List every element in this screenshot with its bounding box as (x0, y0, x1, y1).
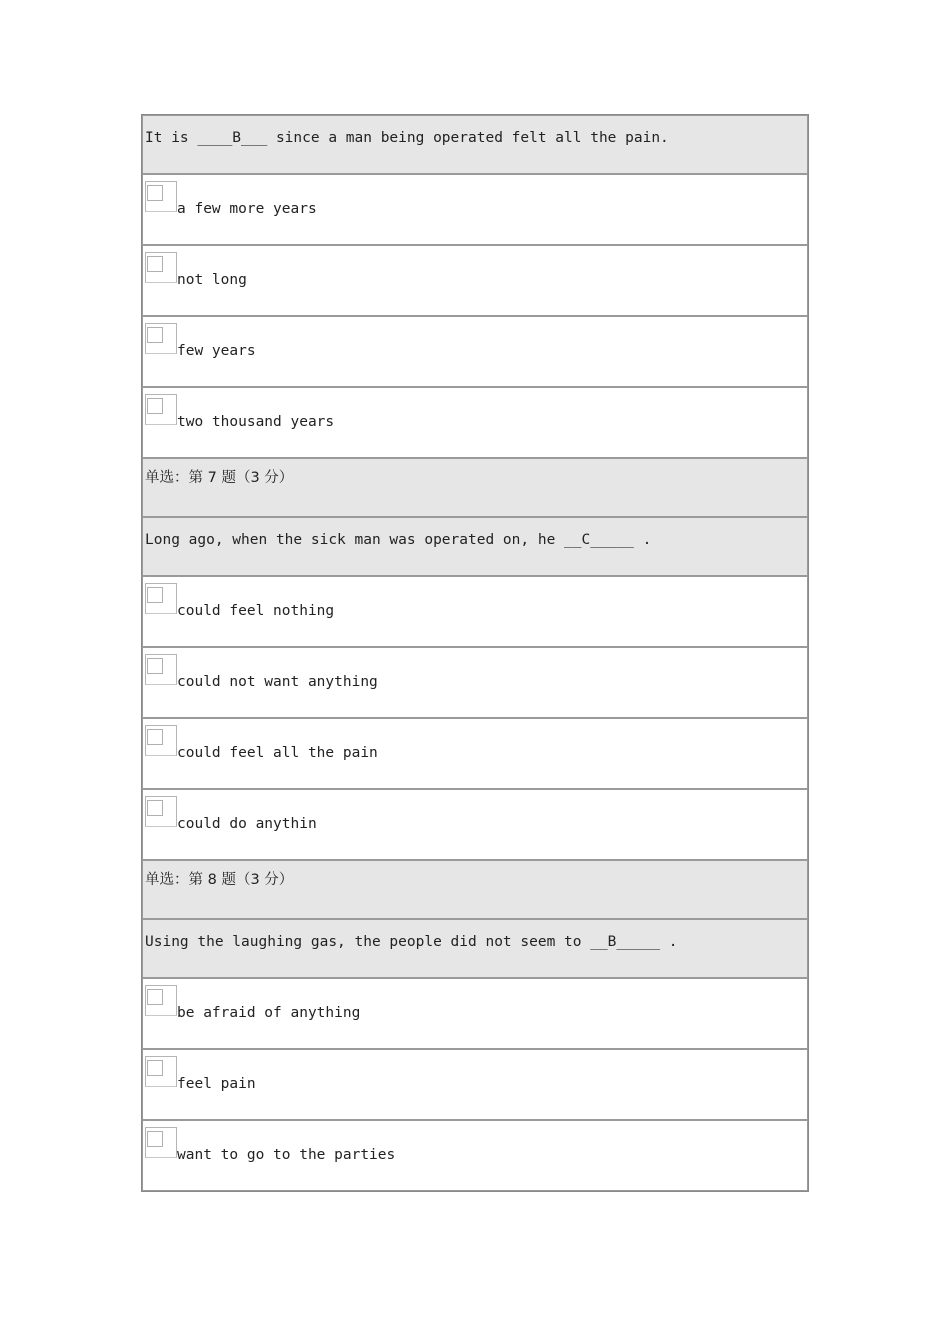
option-checkbox[interactable] (145, 181, 177, 212)
option-row[interactable] (142, 316, 808, 387)
option-label: feel pain (177, 1076, 256, 1092)
option-row[interactable] (142, 789, 808, 860)
option-row[interactable] (142, 1049, 808, 1120)
option-label: could feel nothing (177, 603, 335, 619)
option-checkbox[interactable] (145, 252, 177, 283)
question-header-row (142, 860, 808, 919)
option-label: want to go to the parties (177, 1147, 396, 1163)
option-checkbox[interactable] (145, 725, 177, 756)
option-label: few years (177, 343, 256, 359)
option-label: be afraid of anything (177, 1005, 361, 1021)
option-checkbox[interactable] (145, 985, 177, 1016)
question-prompt-row (142, 517, 808, 576)
option-label: could not want anything (177, 674, 378, 690)
option-label: a few more years (177, 201, 317, 217)
question-prompt-row (142, 115, 808, 174)
option-row[interactable] (142, 387, 808, 458)
question-header: 单选：第 8 题（3 分） (145, 872, 294, 888)
option-checkbox[interactable] (145, 1056, 177, 1087)
question-header: 单选：第 7 题（3 分） (145, 470, 294, 486)
question-prompt: Using the laughing gas, the people did not seem to __B_____ . (145, 934, 678, 950)
option-checkbox[interactable] (145, 654, 177, 685)
option-checkbox[interactable] (145, 1127, 177, 1158)
option-checkbox[interactable] (145, 583, 177, 614)
option-label: could feel all the pain (177, 745, 378, 761)
option-row[interactable] (142, 718, 808, 789)
question-prompt-row (142, 919, 808, 978)
option-checkbox[interactable] (145, 323, 177, 354)
option-label: not long (177, 272, 247, 288)
option-row[interactable] (142, 576, 808, 647)
question-prompt: It is ____B___ since a man being operated felt all the pain. (145, 130, 669, 146)
quiz-table (141, 114, 809, 1192)
option-row[interactable] (142, 245, 808, 316)
question-prompt: Long ago, when the sick man was operated on, he __C_____ . (145, 532, 652, 548)
question-header-row (142, 458, 808, 517)
option-label: could do anythin (177, 816, 317, 832)
option-label: two thousand years (177, 414, 335, 430)
option-row[interactable] (142, 647, 808, 718)
option-checkbox[interactable] (145, 796, 177, 827)
option-row[interactable] (142, 174, 808, 245)
option-row[interactable] (142, 1120, 808, 1191)
option-checkbox[interactable] (145, 394, 177, 425)
option-row[interactable] (142, 978, 808, 1049)
